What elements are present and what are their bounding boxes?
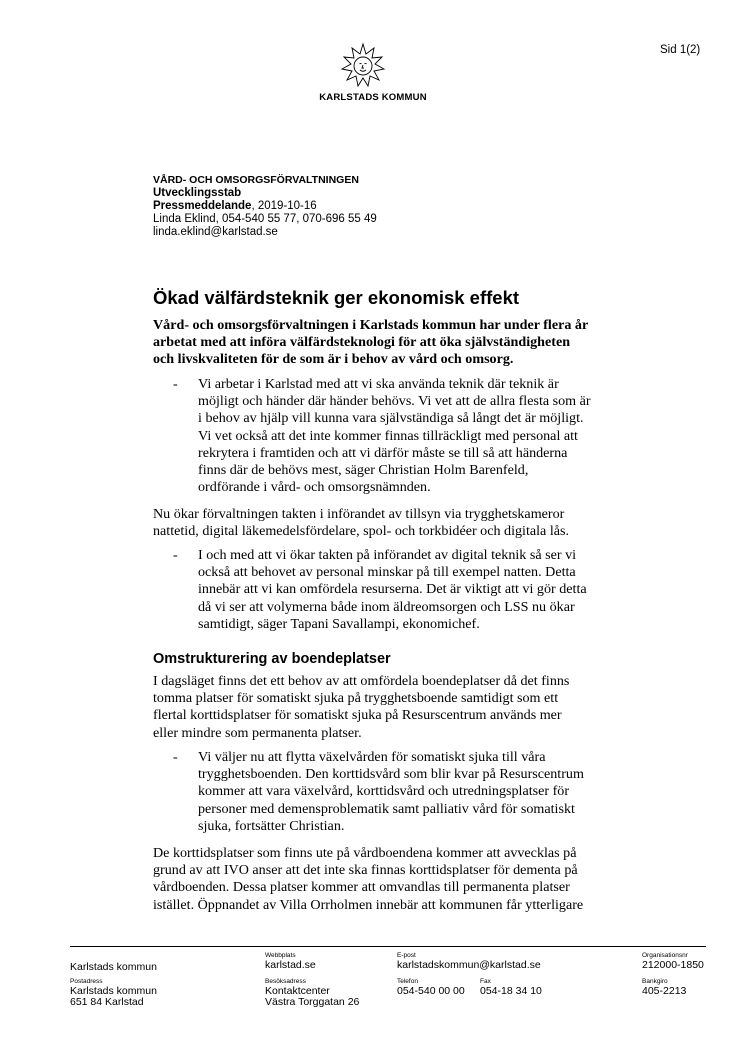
footer-visit	[265, 978, 359, 1008]
quote-line: I och med att vi ökar takten på införandet av digital teknik så ser vi	[198, 547, 577, 563]
lead-line: och livskvaliteten för de som är i behov av vård och omsorg.	[153, 351, 514, 368]
quote-line: möjligt och händer där händer behövs. Vi vet att de allra flesta som är	[198, 393, 591, 410]
quote-line: i behov av hjälp vill kunna vara självständiga så långt det är möjligt.	[198, 410, 584, 427]
paragraph-line: grund av att IVO anser att det inte ska finnas korttidsplatser för dementa på	[153, 862, 578, 879]
footer-label: Postadress	[70, 978, 103, 985]
paragraph-line: eller mindre som permanenta platser.	[153, 724, 362, 741]
footer-email	[397, 952, 541, 971]
footer-label: Organisationsnr	[642, 952, 688, 959]
lead-paragraph	[153, 317, 623, 369]
quote-line: också att behovet av personal minskar på till exempel natten. Detta	[198, 564, 576, 581]
contact-line: Linda Eklind, 054-540 55 77, 070-696 55 49	[153, 213, 377, 225]
quote-line: Vi vet också att det inte kommer finnas tillräckligt med personal att	[198, 427, 578, 444]
logo-wordmark: KARLSTADS KOMMUN	[319, 92, 427, 103]
footer-org-name: Karlstads kommun	[70, 961, 157, 973]
footer-label: Fax	[480, 978, 491, 985]
quote-line: Vi arbetar i Karlstad med att vi ska använda teknik där teknik är	[198, 376, 559, 392]
quote-line: trygghetsboenden. Den korttidsvård som blir kvar på Resurscentrum	[198, 766, 584, 783]
quote-line: Vi väljer nu att flytta växelvården för somatiskt sjuka till våra	[198, 749, 546, 765]
footer-postal-line: Karlstads kommun	[70, 985, 157, 997]
paragraph-line: De korttidsplatser som finns ute på vårdboendena kommer att avvecklas på	[153, 845, 577, 861]
body-paragraph	[153, 845, 623, 914]
footer-fax	[480, 978, 542, 997]
body-paragraph	[153, 673, 623, 742]
paragraph-line: Nu ökar förvaltningen takten i införandet av tillsyn via trygghetskameror	[153, 506, 565, 522]
footer-orgnr	[642, 952, 704, 971]
department-name: VÅRD- OCH OMSORGSFÖRVALTNINGEN	[153, 174, 359, 186]
quote-line: då vi ser att volymerna både inom äldreomsorgen och LSS nu ökar	[198, 598, 575, 615]
footer-postal	[70, 978, 157, 1008]
body-paragraph	[153, 506, 623, 540]
lead-line: arbetat med att införa välfärdsteknologi för att öka självständigheten	[153, 334, 571, 351]
sender-block	[153, 174, 377, 239]
quote-line: personer med demensproblematik samt palliativ vård för somatiskt	[198, 800, 575, 817]
section-heading: Omstrukturering av boendeplatser	[153, 651, 391, 667]
footer-divider	[70, 946, 706, 947]
doc-type: Pressmeddelande	[153, 200, 252, 212]
doc-date: , 2019-10-16	[251, 200, 317, 212]
page-title: Ökad välfärdsteknik ger ekonomisk effekt	[153, 287, 520, 308]
footer-visit-line: Kontaktcenter	[265, 985, 330, 997]
footer-org	[70, 962, 157, 973]
quote-line: sjuka, fortsätter Christian.	[198, 817, 345, 834]
footer-bankgiro	[642, 978, 686, 997]
footer-phone	[397, 978, 465, 997]
footer-visit-line: Västra Torggatan 26	[265, 996, 360, 1008]
sun-face-icon	[340, 42, 386, 88]
footer-orgnr-value: 212000-1850	[642, 959, 704, 971]
doc-type-line	[153, 200, 377, 213]
paragraph-line: I dagsläget finns det ett behov av att omfördela boendeplatser då det finns	[153, 673, 570, 689]
quote-line: finns där de behövs mest, säger Christian Holm Barenfeld,	[198, 462, 529, 479]
footer-label: Webbplats	[265, 952, 296, 959]
footer-label: E-post	[397, 952, 416, 959]
dash-bullet: -	[173, 547, 178, 563]
footer-label: Bankgiro	[642, 978, 668, 985]
footer-web-link[interactable]: karlstad.se	[265, 959, 316, 971]
quote-line: ordförande i vård- och omsorgsnämnden.	[198, 479, 431, 496]
footer-email-link[interactable]: karlstadskommun@karlstad.se	[397, 959, 541, 971]
paragraph-line: vårdboenden. Dessa platser kommer att omvandlas till permanenta platser	[153, 879, 570, 896]
paragraph-line: istället. Öppnandet av Villa Orrholmen innebär att kommunen får ytterligare	[153, 896, 584, 913]
footer-fax-value: 054-18 34 10	[480, 985, 542, 997]
contact-email: linda.eklind@karlstad.se	[153, 226, 278, 238]
quote-line: rekrytera i framtiden och att vi därför måste se till så att händerna	[198, 444, 568, 461]
quote-line: samtidigt, säger Tapani Savallampi, ekonomichef.	[198, 615, 480, 632]
unit-name: Utvecklingsstab	[153, 187, 242, 199]
paragraph-line: tomma platser för somatiskt sjuka på trygghetsboende samtidigt som ett	[153, 690, 559, 707]
footer-web	[265, 952, 316, 971]
quote-line: innebär att vi kan omfördela resurserna. Det är viktigt att vi gör detta	[198, 581, 587, 598]
footer-label: Besöksadress	[265, 978, 306, 985]
footer-label: Telefon	[397, 978, 418, 985]
page-number: Sid 1(2)	[660, 44, 701, 56]
footer-bankgiro-value: 405-2213	[642, 985, 687, 997]
paragraph-line: nattetid, digital läkemedelsfördelare, spol- och torkbidéer och digitala lås.	[153, 523, 570, 540]
lead-line: Vård- och omsorgsförvaltningen i Karlstads kommun har under flera år	[153, 317, 589, 333]
dash-bullet: -	[173, 376, 178, 392]
footer-postal-line: 651 84 Karlstad	[70, 996, 144, 1008]
footer-phone-value: 054-540 00 00	[397, 985, 465, 997]
dash-bullet: -	[173, 749, 178, 765]
quote-line: kommer att vara växelvård, korttidsvård och utredningsplatser för	[198, 783, 570, 800]
paragraph-line: flertal korttidsplatser för somatiskt sjuka på Resurscentrum används mer	[153, 707, 562, 724]
